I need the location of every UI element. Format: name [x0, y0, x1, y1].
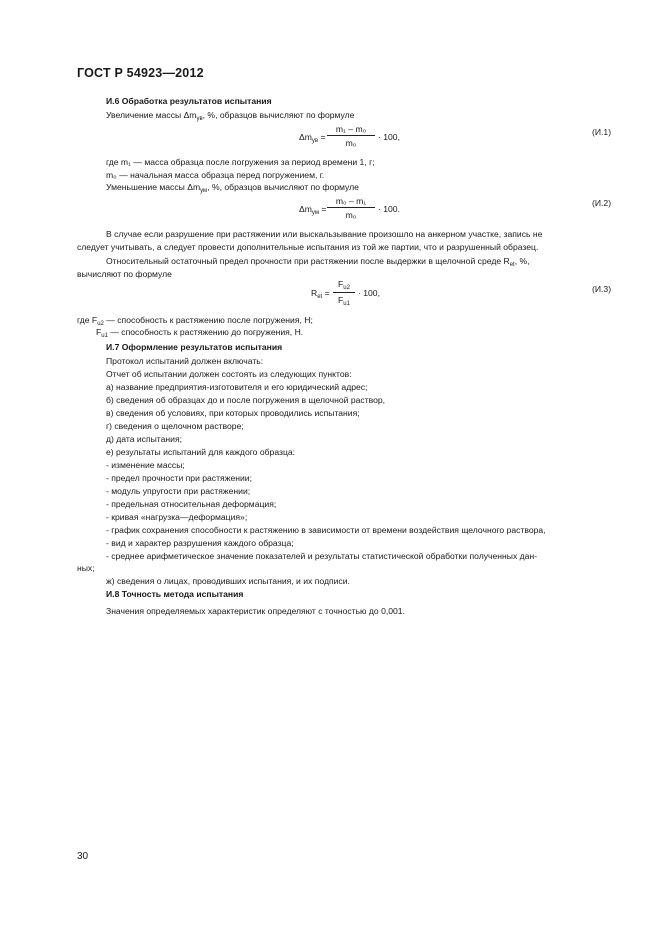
- paragraph-residual-line1: Относительный остаточный предел прочности при растяжении после выдержки в щелочной среде $R_{et}$, %,: [106, 256, 530, 268]
- list-subitem: - предельная относительная деформация;: [106, 499, 277, 509]
- list-subitem-wrap: ных;: [77, 563, 95, 573]
- section-i8-heading: И.8 Точность метода испытания: [106, 589, 244, 599]
- where-fu1: $F_{u1}$ — способность к растяжению до погружения, Н.: [96, 327, 304, 339]
- list-subitem: - предел прочности при растяжении;: [106, 473, 252, 483]
- paragraph-mass-decrease: Уменьшение массы $\Delta m_{ум}$, %, образцов вычисляют по формуле: [106, 182, 359, 194]
- formula-i2-number: (И.2): [592, 198, 612, 208]
- where-fu2: где $F_{u2}$ — способность к растяжению после погружения, Н;: [77, 315, 313, 327]
- list-item-e: е) результаты испытаний для каждого образца:: [106, 447, 296, 457]
- list-subitem: - среднее арифметическое значение показателей и результаты статистической обработки полученных дан-: [106, 551, 538, 561]
- page-number: 30: [77, 851, 89, 862]
- list-subitem: - кривая «нагрузка—деформация»;: [106, 512, 248, 522]
- list-subitem: - модуль упругости при растяжении;: [106, 486, 251, 496]
- formula-i3-numerator: $F_{u2}$: [333, 279, 355, 293]
- formula-i2-numerator: m₀ – m₁: [327, 196, 375, 208]
- list-item-v: в) сведения об условиях, при которых проводились испытания;: [106, 408, 360, 418]
- formula-i1-numerator: m₁ – m₀: [327, 124, 375, 136]
- section-i7-heading: И.7 Оформление результатов испытания: [106, 342, 283, 352]
- formula-i1-denominator: m₀: [345, 138, 357, 148]
- list-subitem: - вид и характер разрушения каждого образца;: [106, 538, 294, 548]
- document-header: ГОСТ Р 54923—2012: [77, 66, 204, 80]
- where-m1: где m₁ — масса образца после погружения за период времени 1, г;: [106, 157, 375, 167]
- section-i8-text: Значения определяемых характеристик определяют с точностью до 0,001.: [106, 606, 405, 616]
- formula-i3-number: (И.3): [592, 284, 612, 294]
- list-subitem: - график сохранения способности к растяжению в зависимости от времени воздействия щелочного раствора,: [106, 525, 546, 535]
- section-i6-heading: И.6 Обработка результатов испытания: [106, 96, 272, 106]
- paragraph-residual-line2: вычисляют по формуле: [77, 269, 172, 279]
- list-item-g: г) сведения о щелочном растворе;: [106, 421, 244, 431]
- list-subitem: - изменение массы;: [106, 460, 185, 470]
- formula-i1-number: (И.1): [592, 127, 612, 137]
- formula-i2-denominator: m₀: [345, 210, 357, 220]
- list-item-d: д) дата испытания;: [106, 434, 183, 444]
- paragraph-break-line2: следует учитывать, а следует провести дополнительные испытания из той же партии, что и разрушенный образец.: [77, 242, 539, 252]
- formula-i3-denominator: $F_{u1}$: [338, 295, 350, 307]
- list-item-b: б) сведения об образцах до и после погружения в щелочной раствор,: [106, 395, 386, 405]
- paragraph-break-line1: В случае если разрушение при растяжении или выскальзывание произошло на анкерном участке, запись не: [106, 229, 543, 239]
- list-line: Отчет об испытании должен состоять из следующих пунктов:: [106, 369, 352, 379]
- list-item-zh: ж) сведения о лицах, проводивших испытания, и их подписи.: [106, 576, 350, 586]
- list-line: Протокол испытаний должен включать:: [106, 356, 264, 366]
- where-m0: m₀ — начальная масса образца перед погружением, г.: [106, 170, 325, 180]
- paragraph-mass-increase: Увеличение массы $\Delta m_{ув}$, %, образцов вычисляют по формуле: [106, 110, 355, 122]
- list-item-a: а) название предприятия-изготовителя и его юридический адрес;: [106, 382, 368, 392]
